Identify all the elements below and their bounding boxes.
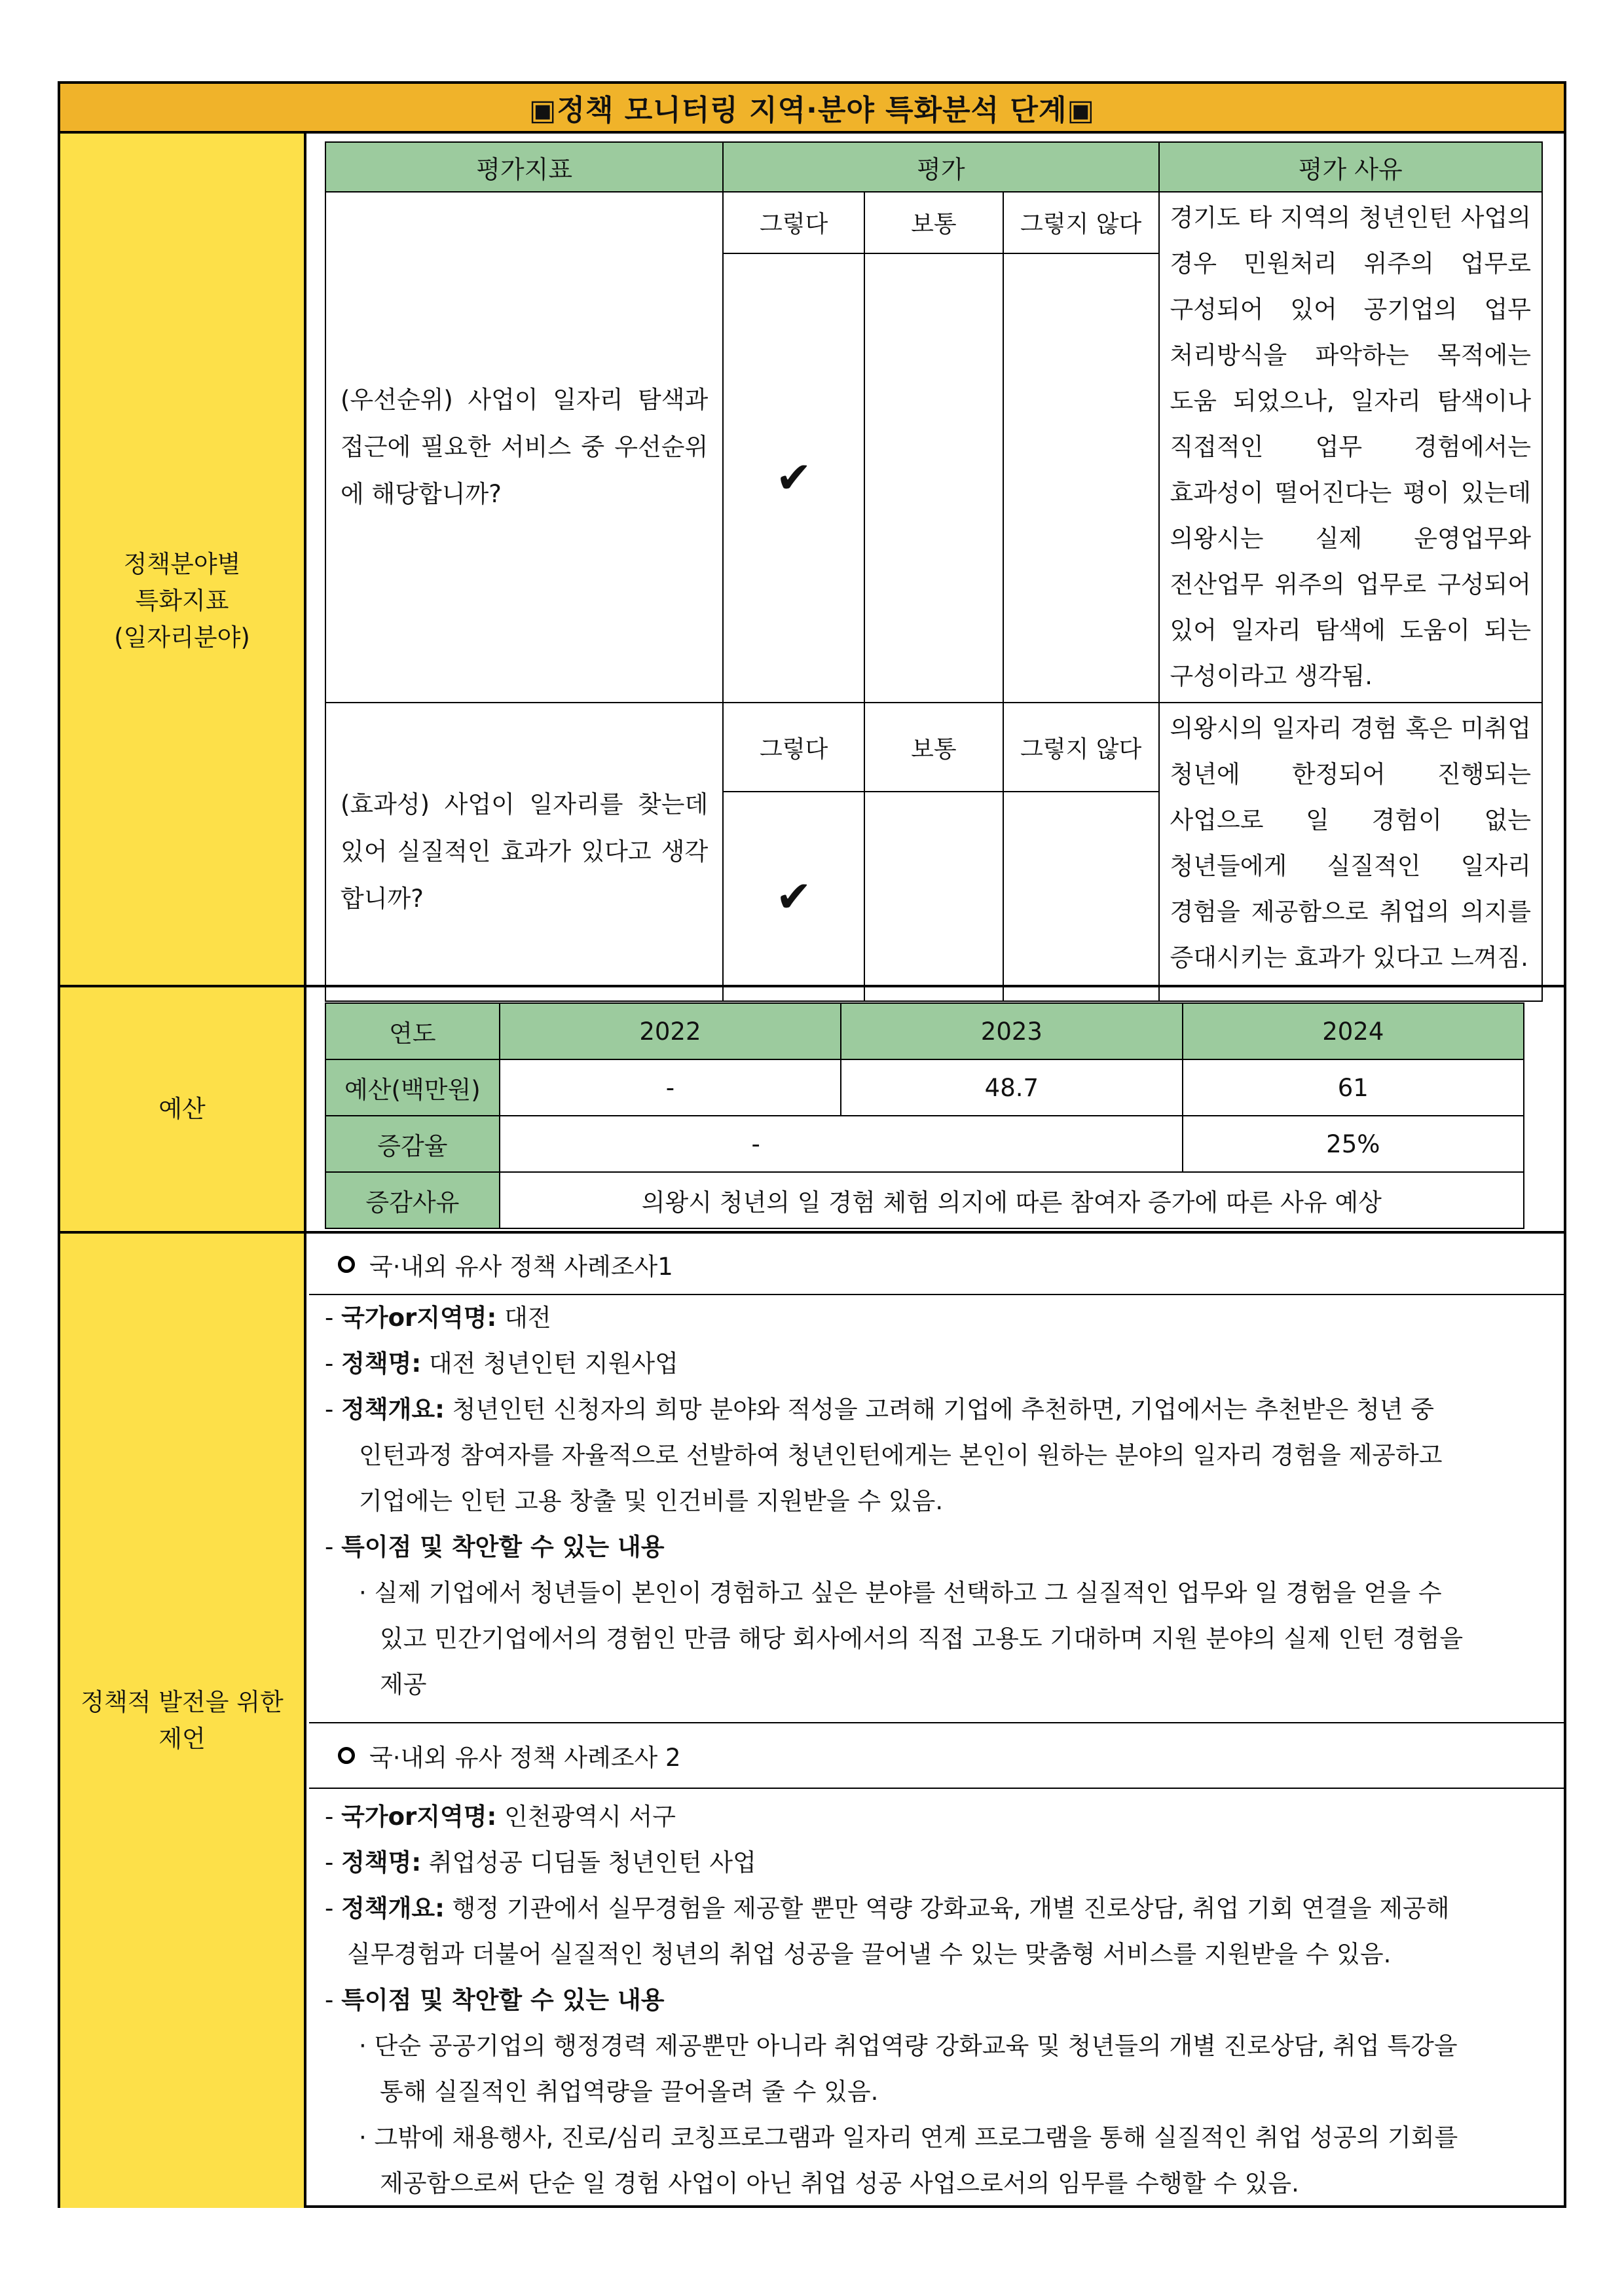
notes-label: 특이점 및 착안할 수 있는 내용 bbox=[341, 1986, 665, 2014]
header-rating: 평가 bbox=[723, 142, 1158, 192]
question-priority: (우선순위) 사업이 일자리 탐색과 접근에 필요한 서비스 중 우선순위에 해당합니까? bbox=[325, 192, 723, 703]
circle-bullet-icon bbox=[338, 1256, 355, 1273]
year-cell: 2022 bbox=[500, 1003, 841, 1059]
region-line: - 국가or지역명: 대전 bbox=[325, 1304, 551, 1332]
page-title: ▣정책 모니터링 지역·분야 특화분석 단계▣ bbox=[60, 84, 1564, 134]
checkbox-no[interactable] bbox=[1003, 792, 1159, 1001]
notes-label: 특이점 및 착안할 수 있는 내용 bbox=[341, 1533, 665, 1561]
amount-cell: 48.7 bbox=[841, 1059, 1182, 1116]
proposal-label-line: 제언 bbox=[158, 1725, 206, 1753]
circle-bullet-icon bbox=[338, 1747, 355, 1764]
note-text: · 실제 기업에서 청년들이 본인이 경험하고 싶은 분야를 선택하고 그 실질적인 업무와 일 경험을 얻을 수 bbox=[359, 1579, 1442, 1607]
year-cell: 2024 bbox=[1183, 1003, 1524, 1059]
evaluation-table bbox=[325, 141, 1543, 1002]
summary-text: 실무경험과 더불어 실질적인 청년의 취업 성공을 끌어낼 수 있는 맞춤형 서비스를 지원받을 수 있음. bbox=[347, 1940, 1392, 1968]
option-neutral: 보통 bbox=[864, 192, 1003, 253]
summary-label: 정책개요: bbox=[341, 1395, 445, 1423]
header-indicator: 평가지표 bbox=[325, 142, 723, 192]
reason-effectiveness: 의왕시의 일자리 경험 혹은 미취업 청년에 한정되어 진행되는 사업으로 일 경험이 없는 청년들에게 실질적인 일자리 경험을 제공함으로 취업의 의지를 증대시키는 효과가 있다고 느껴짐. bbox=[1159, 703, 1543, 1001]
region-value: 인천광역시 서구 bbox=[504, 1803, 676, 1831]
case-heading bbox=[309, 1235, 1566, 1295]
option-neutral: 보통 bbox=[864, 703, 1003, 792]
summary-text: 청년인턴 신청자의 희망 분야와 적성을 고려해 기업에 추천하면, 기업에서는 추천받은 청년 중 bbox=[452, 1395, 1434, 1423]
change-cell bbox=[1183, 1116, 1524, 1172]
summary-line: - 정책개요: 행정 기관에서 실무경험을 제공할 뿐만 역량 강화교육, 개별 진로상담, 취업 기회 연결을 제공해 bbox=[325, 1894, 1450, 1922]
amount-cell: - bbox=[500, 1059, 841, 1116]
case-heading bbox=[309, 1723, 1566, 1789]
region-label: 국가or지역명: bbox=[341, 1304, 497, 1332]
change-cell: - bbox=[500, 1116, 1183, 1172]
note-text: · 그밖에 채용행사, 진로/심리 코칭프로그램과 일자리 연계 프로그램을 통해 실질적인 취업 성공의 기회를 bbox=[359, 2123, 1458, 2152]
year-label: 연도 bbox=[325, 1003, 500, 1059]
budget-section-label: 예산 bbox=[60, 987, 306, 1231]
checkbox-no[interactable] bbox=[1003, 253, 1159, 703]
summary-line: - 정책개요: 청년인턴 신청자의 희망 분야와 적성을 고려해 기업에 추천하면, 기업에서는 추천받은 청년 중 bbox=[325, 1395, 1434, 1423]
check-mark-icon: ✔ bbox=[775, 452, 812, 504]
year-cell: 2023 bbox=[841, 1003, 1182, 1059]
notes-line: - 특이점 및 착안할 수 있는 내용 bbox=[325, 1533, 665, 1561]
note-text: 통해 실질적인 취업역량을 끌어올려 줄 수 있음. bbox=[380, 2078, 879, 2106]
proposal-label-line: 정책적 발전을 위한 bbox=[81, 1688, 284, 1716]
reason-label: 증감사유 bbox=[325, 1172, 500, 1228]
reason-cell: 의왕시 청년의 일 경험 체험 의지에 따른 참여자 증가에 따른 사유 예상 bbox=[500, 1172, 1524, 1228]
case-body bbox=[309, 1789, 1566, 2207]
policy-line: - 정책명: 대전 청년인턴 지원사업 bbox=[325, 1349, 678, 1378]
note-text: 제공함으로써 단순 일 경험 사업이 아닌 취업 성공 사업으로서의 임무를 수행할 수 있음. bbox=[380, 2169, 1299, 2197]
checkbox-yes[interactable] bbox=[723, 253, 864, 703]
region-value: 대전 bbox=[504, 1304, 551, 1332]
region-label: 국가or지역명: bbox=[341, 1803, 497, 1831]
case-body bbox=[309, 1295, 1566, 1723]
checkbox-neutral[interactable] bbox=[864, 253, 1003, 703]
indicators-label-line: 특화지표 bbox=[135, 587, 229, 615]
option-yes: 그렇다 bbox=[723, 192, 864, 253]
option-no: 그렇지 않다 bbox=[1003, 703, 1159, 792]
summary-text: 행정 기관에서 실무경험을 제공할 뿐만 역량 강화교육, 개별 진로상담, 취업 기회 연결을 제공해 bbox=[452, 1894, 1450, 1922]
summary-text: 기업에는 인턴 고용 창출 및 인건비를 지원받을 수 있음. bbox=[359, 1487, 944, 1515]
indicators-label-line: (일자리분야) bbox=[114, 623, 250, 652]
option-yes: 그렇다 bbox=[723, 703, 864, 792]
note-text: 제공 bbox=[380, 1670, 427, 1698]
checkbox-yes[interactable] bbox=[723, 792, 864, 1001]
check-mark-icon: ✔ bbox=[775, 871, 812, 922]
budget-table bbox=[325, 1002, 1524, 1229]
indicators-label-line: 정책분야별 bbox=[123, 550, 241, 578]
case-studies bbox=[309, 1235, 1566, 2207]
policy-monitoring-form bbox=[58, 81, 1566, 2208]
region-line: - 국가or지역명: 인천광역시 서구 bbox=[325, 1803, 676, 1831]
indicators-section-label bbox=[60, 134, 306, 1069]
option-no: 그렇지 않다 bbox=[1003, 192, 1159, 253]
notes-line: - 특이점 및 착안할 수 있는 내용 bbox=[325, 1986, 665, 2014]
case-heading-text: 국·내외 유사 정책 사례조사 2 bbox=[369, 1744, 681, 1772]
policy-line: - 정책명: 취업성공 디딤돌 청년인턴 사업 bbox=[325, 1848, 756, 1877]
amount-label: 예산(백만원) bbox=[325, 1059, 500, 1116]
proposal-section-label bbox=[60, 1234, 306, 2208]
checkbox-neutral[interactable] bbox=[864, 792, 1003, 1001]
policy-label: 정책명: bbox=[341, 1349, 422, 1378]
question-effectiveness: (효과성) 사업이 일자리를 찾는데 있어 실질적인 효과가 있다고 생각합니까? bbox=[325, 703, 723, 1001]
policy-value: 취업성공 디딤돌 청년인턴 사업 bbox=[428, 1848, 756, 1877]
policy-label: 정책명: bbox=[341, 1848, 422, 1877]
case-heading-text: 국·내외 유사 정책 사례조사1 bbox=[369, 1253, 673, 1281]
amount-cell: 61 bbox=[1183, 1059, 1524, 1116]
summary-label: 정책개요: bbox=[341, 1894, 445, 1922]
note-text: 있고 민간기업에서의 경험인 만큼 해당 회사에서의 직접 고용도 기대하며 지원 분야의 실제 인턴 경험을 bbox=[380, 1625, 1464, 1653]
change-value: 25% bbox=[1326, 1129, 1380, 1158]
policy-value: 대전 청년인턴 지원사업 bbox=[428, 1349, 678, 1378]
summary-text: 인턴과정 참여자를 자율적으로 선발하여 청년인턴에게는 본인이 원하는 분야의 일자리 경험을 제공하고 bbox=[359, 1441, 1443, 1469]
change-label: 증감율 bbox=[325, 1116, 500, 1172]
note-text: · 단순 공공기업의 행정경력 제공뿐만 아니라 취업역량 강화교육 및 청년들의 개별 진로상담, 취업 특강을 bbox=[359, 2032, 1458, 2060]
header-reason: 평가 사유 bbox=[1159, 142, 1543, 192]
reason-priority: 경기도 타 지역의 청년인턴 사업의 경우 민원처리 위주의 업무로 구성되어 있어 공기업의 업무 처리방식을 파악하는 목적에는 도움 되었으나, 일자리 탐색이나 직접적인 업무 경험에서는 효과성이 떨어진다는 평이 있는데 의왕시는 실제 운영업무와 전산업무 위주의 업무로 구성되어 있어 일자리 탐색에 도움이 되는 구성이라고 생각됨. bbox=[1159, 192, 1543, 703]
